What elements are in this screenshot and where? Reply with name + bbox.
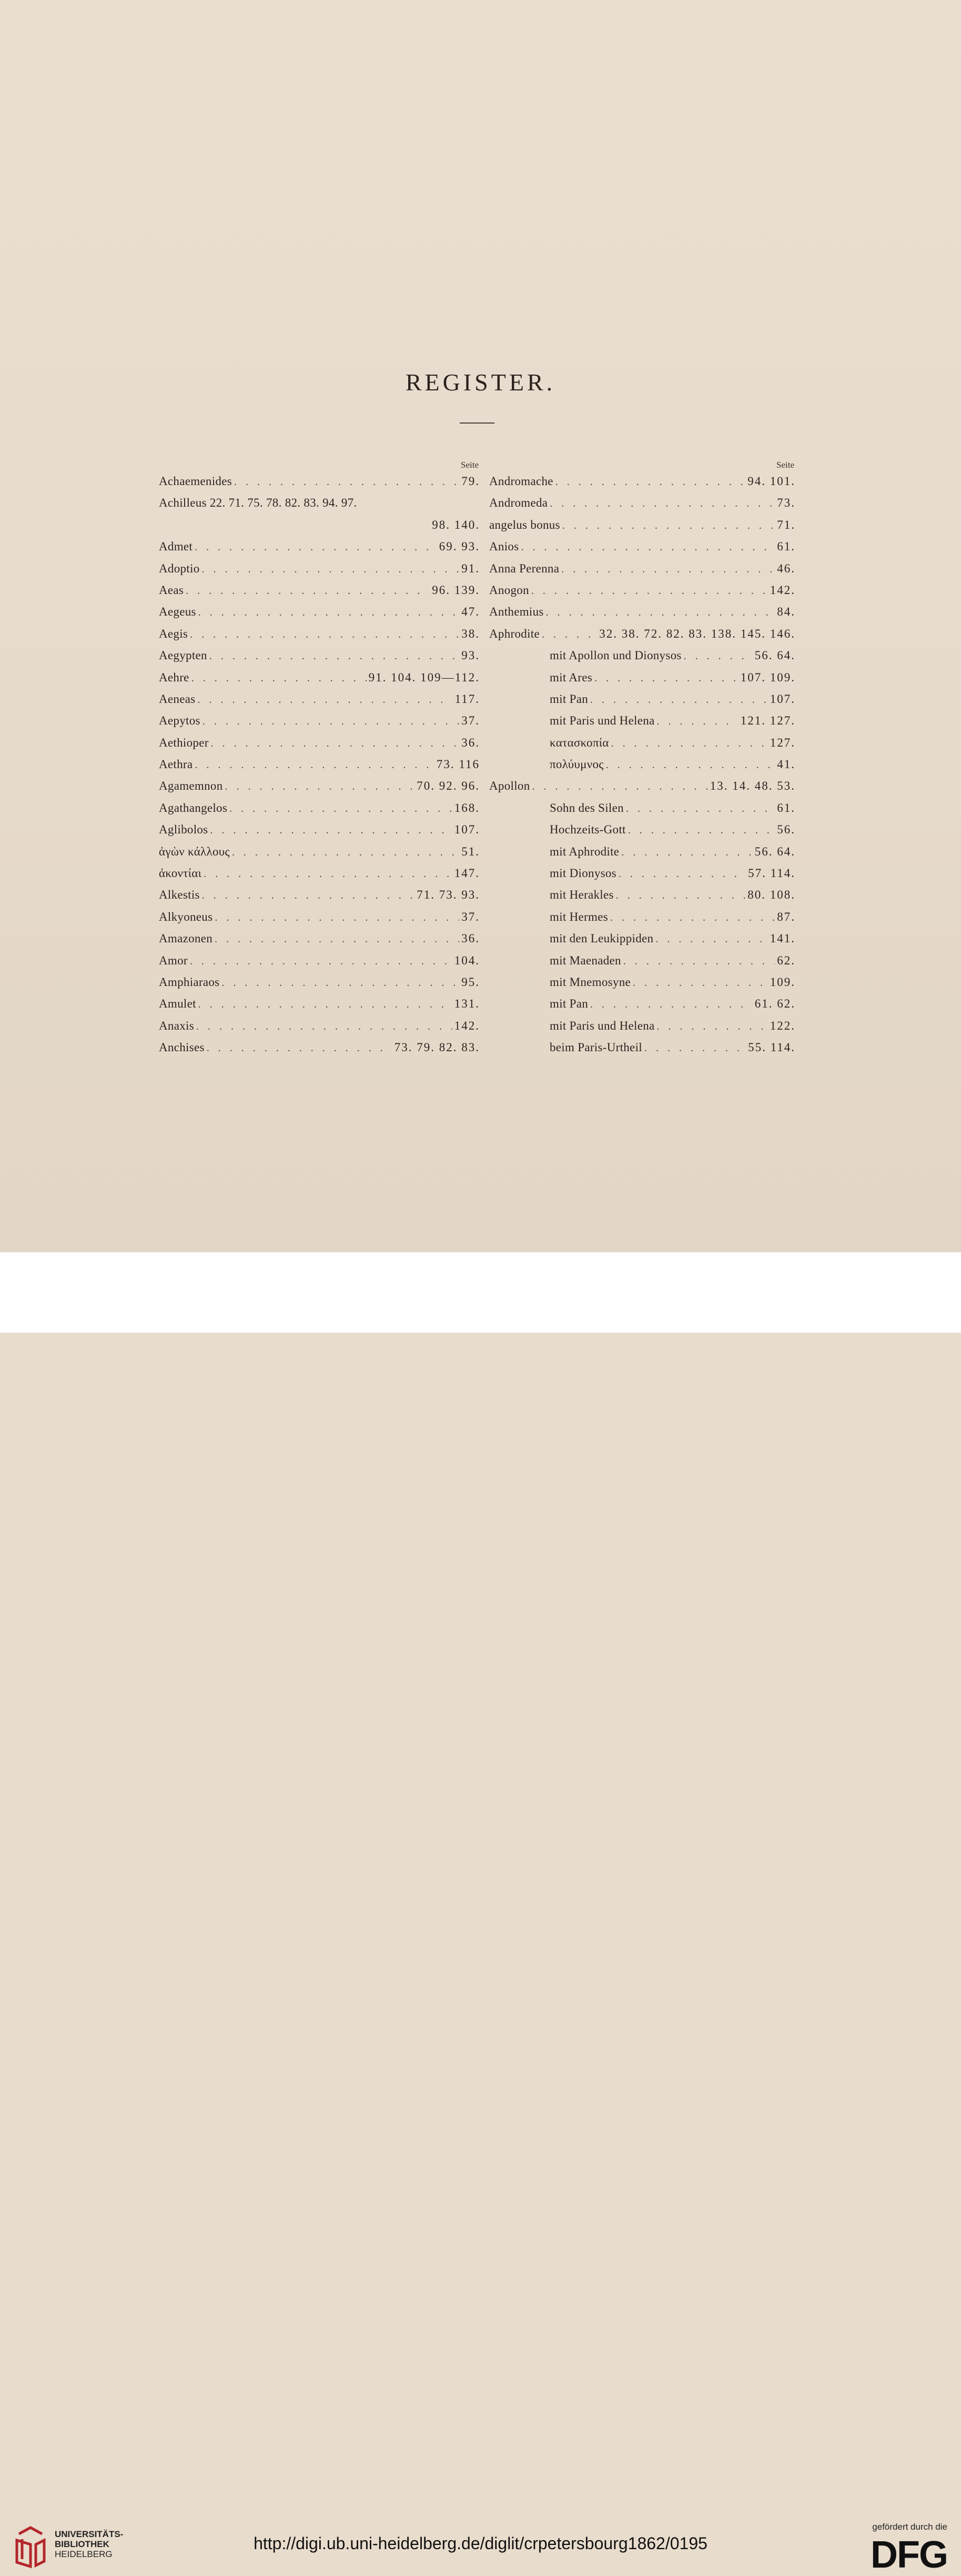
index-column-left xyxy=(159,460,480,1059)
index-entry xyxy=(159,579,480,601)
dot-leader xyxy=(196,1016,452,1038)
dot-leader xyxy=(210,820,452,841)
entry-pages: 51. xyxy=(461,844,480,858)
index-entry xyxy=(489,492,795,514)
entry-label: Admet xyxy=(159,540,193,554)
index-entry xyxy=(489,884,795,905)
index-entry xyxy=(489,1037,795,1058)
dot-leader xyxy=(221,972,459,994)
dot-leader xyxy=(203,711,459,732)
dot-leader xyxy=(202,885,414,907)
dot-leader xyxy=(590,689,768,711)
dot-leader xyxy=(606,754,775,776)
entry-label: Aegypten xyxy=(159,649,207,662)
entry-pages: 37. xyxy=(461,910,480,923)
column-header: Seite xyxy=(776,460,794,470)
entry-pages: 91. xyxy=(461,561,480,575)
entry-label: Anthemius xyxy=(489,605,544,619)
entry-pages: 69. 93. xyxy=(439,540,480,554)
index-entry xyxy=(159,1015,480,1037)
entry-label: Amulet xyxy=(159,997,196,1011)
entry-pages: 38. xyxy=(461,627,480,640)
entry-pages: 107. 109. xyxy=(740,670,795,684)
entry-label: Achaemenides xyxy=(159,475,232,488)
index-entry xyxy=(489,732,795,753)
dot-leader xyxy=(211,733,460,754)
index-entry xyxy=(489,928,795,949)
index-entry xyxy=(489,601,795,622)
entry-label: Aethioper xyxy=(159,736,209,749)
entry-label: mit Hermes xyxy=(550,910,608,923)
index-entry xyxy=(489,775,795,797)
index-entry xyxy=(489,710,795,731)
index-entry xyxy=(159,470,480,492)
entry-label: mit Dionysos xyxy=(550,867,616,880)
entry-label: Adoptio xyxy=(159,561,200,575)
footer-bar xyxy=(0,1252,961,2576)
index-entry xyxy=(489,1015,795,1037)
entry-label: κατασκοπία xyxy=(550,736,609,749)
dot-leader xyxy=(542,624,597,646)
index-entry xyxy=(159,819,480,840)
dot-leader xyxy=(621,842,752,863)
index-entry xyxy=(489,841,795,862)
entry-label: Aglibolos xyxy=(159,823,208,837)
dot-leader xyxy=(198,994,452,1015)
entry-label: Amor xyxy=(159,953,188,967)
entry-pages: 73. 116 xyxy=(436,758,480,771)
permalink-url[interactable]: http://digi.ub.uni-heidelberg.de/diglit/crpetersbourg1862/0195 xyxy=(254,2534,707,2553)
entry-pages: 36. xyxy=(461,736,480,749)
index-entry xyxy=(159,753,480,775)
entry-label: Aepytos xyxy=(159,714,200,728)
index-entry xyxy=(159,492,480,514)
index-entry xyxy=(489,579,795,601)
entry-pages: 109. xyxy=(770,975,795,989)
entry-pages: 61. xyxy=(777,540,795,554)
entry-label: Alkyoneus xyxy=(159,910,213,923)
entry-pages: 107. xyxy=(770,692,795,706)
dot-leader xyxy=(546,602,775,623)
index-entry xyxy=(489,514,795,536)
entry-label: mit Apollon und Dionysos xyxy=(550,649,682,662)
index-entry xyxy=(159,906,480,928)
entry-pages: 168. xyxy=(454,801,480,814)
dot-leader xyxy=(190,951,452,972)
entry-pages: 56. 64. xyxy=(754,649,795,662)
entry-label: Agathangelos xyxy=(159,801,228,814)
entry-label: Anna Perenna xyxy=(489,561,560,575)
index-entry xyxy=(489,950,795,971)
dot-leader xyxy=(198,689,453,711)
entry-pages: 142. xyxy=(770,583,795,597)
index-entry xyxy=(159,950,480,971)
entry-pages: 142. xyxy=(454,1019,480,1032)
entry-pages: 57. 114. xyxy=(748,867,795,880)
entry-label: mit Herakles xyxy=(550,888,614,902)
entry-label: angelus bonus xyxy=(489,518,560,531)
column-header: Seite xyxy=(461,460,479,470)
entry-pages: 94. 101. xyxy=(747,475,795,488)
index-entry xyxy=(159,732,480,753)
entry-label: Anaxis xyxy=(159,1019,194,1032)
entry-label: Aegis xyxy=(159,627,188,640)
entry-label: Agamemnon xyxy=(159,779,223,793)
dot-leader xyxy=(215,907,459,929)
index-entry xyxy=(159,601,480,622)
dot-leader xyxy=(198,602,459,623)
index-entry xyxy=(489,645,795,666)
index-entry xyxy=(489,971,795,993)
entry-pages: 13. 14. 48. 53. xyxy=(710,779,795,793)
dot-leader xyxy=(215,929,459,950)
index-entry xyxy=(159,710,480,731)
entry-label: Andromache xyxy=(489,475,553,488)
entry-label: mit Pan xyxy=(550,692,589,706)
dot-leader xyxy=(655,929,767,950)
index-entry xyxy=(159,862,480,884)
library-name-line: BIBLIOTHEK xyxy=(55,2539,109,2549)
dot-leader xyxy=(234,471,459,493)
entry-label: mit Ares xyxy=(550,670,592,684)
dot-leader xyxy=(532,776,708,798)
index-entry xyxy=(159,884,480,905)
entry-label: Apollon xyxy=(489,779,530,793)
dot-leader xyxy=(232,842,459,863)
index-entry xyxy=(159,688,480,710)
dot-leader xyxy=(619,863,746,885)
entry-pages: 104. xyxy=(454,953,480,967)
dot-leader xyxy=(594,668,739,689)
index-entry xyxy=(159,928,480,949)
entry-pages: 32. 38. 72. 82. 83. 138. 145. 146. xyxy=(599,627,795,640)
entry-label: Anchises xyxy=(159,1041,205,1054)
index-entry xyxy=(159,623,480,645)
dot-leader xyxy=(191,668,367,689)
dot-leader xyxy=(610,907,775,929)
entry-pages: 71. 73. 93. xyxy=(417,888,480,902)
dot-leader xyxy=(195,754,434,776)
entry-pages: 107. xyxy=(454,823,480,837)
entry-label: Aeneas xyxy=(159,692,196,706)
index-entry xyxy=(159,841,480,862)
entry-label: mit Paris und Helena xyxy=(550,1019,655,1032)
entry-pages: 91. 104. 109—112. xyxy=(368,670,480,684)
index-entry xyxy=(489,753,795,775)
index-entry xyxy=(159,558,480,579)
dot-leader xyxy=(531,580,768,602)
entry-pages: 73. 79. 82. 83. xyxy=(394,1041,480,1054)
entry-pages: 36. xyxy=(461,932,480,945)
entry-label: Aeas xyxy=(159,583,184,597)
index-entry xyxy=(159,971,480,993)
entry-label: πολύυμνος xyxy=(550,758,604,771)
entry-pages: 80. 108. xyxy=(747,888,795,902)
dot-leader xyxy=(561,559,775,580)
entry-pages: 73. xyxy=(777,496,795,510)
library-name-line: HEIDELBERG xyxy=(55,2549,113,2559)
dot-leader xyxy=(550,493,775,515)
scanned-page xyxy=(0,0,961,1252)
entry-label: Achilleus 22. 71. 75. 78. 82. 83. 94. 97. xyxy=(159,496,357,510)
library-name-line: UNIVERSITÄTS- xyxy=(55,2529,124,2539)
entry-label: mit den Leukippiden xyxy=(550,932,654,945)
entry-label: mit Pan xyxy=(550,997,589,1011)
entry-pages: 47. xyxy=(461,605,480,619)
index-entry xyxy=(489,623,795,645)
entry-label: ἀγὼν κάλλους xyxy=(159,844,230,858)
entry-pages: 96. 139. xyxy=(432,583,480,597)
dot-leader xyxy=(562,515,775,537)
index-entry xyxy=(489,667,795,688)
page-title: REGISTER. xyxy=(405,369,556,396)
entry-label: mit Maenaden xyxy=(550,953,621,967)
entry-pages: 95. xyxy=(461,975,480,989)
entry-pages: 84. xyxy=(777,605,795,619)
dot-leader xyxy=(225,776,415,798)
index-entry xyxy=(159,775,480,797)
index-entry xyxy=(159,993,480,1014)
index-entry xyxy=(489,470,795,492)
entry-label: Andromeda xyxy=(489,496,548,510)
dot-leader xyxy=(204,863,452,885)
index-entry xyxy=(159,1037,480,1058)
entry-label: Anios xyxy=(489,540,519,554)
dot-leader xyxy=(186,580,430,602)
dot-leader xyxy=(207,1038,392,1059)
dot-leader xyxy=(684,646,753,667)
dot-leader xyxy=(616,885,745,907)
entry-label: Aehre xyxy=(159,670,189,684)
dot-leader xyxy=(521,537,775,558)
entry-pages: 41. xyxy=(777,758,795,771)
entry-pages: 93. xyxy=(461,649,480,662)
dot-leader xyxy=(555,471,745,493)
entry-label: Aethra xyxy=(159,758,193,771)
entry-label: Sohn des Silen xyxy=(550,801,624,814)
dot-leader xyxy=(623,951,775,972)
index-entry xyxy=(159,536,480,557)
entry-pages: 87. xyxy=(777,910,795,923)
entry-label: Amphiaraos xyxy=(159,975,220,989)
entry-pages: 55. 114. xyxy=(748,1041,795,1054)
dot-leader xyxy=(628,820,775,841)
entry-label: Alkestis xyxy=(159,888,200,902)
dot-leader xyxy=(644,1038,746,1059)
entry-label: Aphrodite xyxy=(489,627,540,640)
entry-label: beim Paris-Urtheil xyxy=(550,1041,642,1054)
dot-leader xyxy=(590,994,753,1015)
index-entry xyxy=(489,797,795,819)
entry-pages: 131. xyxy=(454,997,480,1011)
entry-pages: 61. 62. xyxy=(754,997,795,1011)
index-column-right xyxy=(489,460,795,1059)
dot-leader xyxy=(190,624,459,646)
entry-pages: 79. xyxy=(461,475,480,488)
entry-pages: 121. 127. xyxy=(740,714,795,728)
index-entry xyxy=(489,688,795,710)
dot-leader xyxy=(209,646,459,667)
entry-pages: 70. 92. 96. xyxy=(417,779,480,793)
index-entry xyxy=(159,797,480,819)
entry-label: Anogon xyxy=(489,583,529,597)
dot-leader xyxy=(195,537,437,558)
entry-label: ἀκοντίαι xyxy=(159,867,202,880)
entry-pages: 56. xyxy=(777,823,795,837)
entry-label: mit Aphrodite xyxy=(550,844,620,858)
dfg-logo: DFG xyxy=(871,2534,947,2576)
entry-pages: 46. xyxy=(777,561,795,575)
entry-pages: 71. xyxy=(777,518,795,531)
index-entry xyxy=(489,536,795,557)
entry-pages: 147. xyxy=(454,867,480,880)
entry-pages: 141. xyxy=(770,932,795,945)
entry-pages: 37. xyxy=(461,714,480,728)
entry-pages: 122. xyxy=(770,1019,795,1032)
entry-pages: 117. xyxy=(454,692,480,706)
entry-label: mit Paris und Helena xyxy=(550,714,655,728)
index-entry xyxy=(159,514,480,536)
entry-pages: 98. 140. xyxy=(432,518,480,531)
dot-leader xyxy=(229,798,452,820)
title-rule xyxy=(460,422,494,424)
index-entry xyxy=(159,667,480,688)
entry-label: Aegeus xyxy=(159,605,196,619)
dot-leader xyxy=(633,972,768,994)
sponsor-label: gefördert durch die xyxy=(872,2522,947,2532)
index-entry xyxy=(159,645,480,666)
entry-pages: 56. 64. xyxy=(754,844,795,858)
entry-label: Amazonen xyxy=(159,932,213,945)
entry-pages: 61. xyxy=(777,801,795,814)
index-entry xyxy=(489,819,795,840)
dot-leader xyxy=(626,798,775,820)
entry-label: mit Mnemosyne xyxy=(550,975,631,989)
index-entry xyxy=(489,906,795,928)
dot-leader xyxy=(657,711,739,732)
dot-leader xyxy=(611,733,768,754)
index-entry xyxy=(489,862,795,884)
dot-leader xyxy=(657,1016,768,1038)
index-entry xyxy=(489,558,795,579)
entry-pages: 62. xyxy=(777,953,795,967)
dot-leader xyxy=(202,559,460,580)
entry-pages: 127. xyxy=(770,736,795,749)
index-entry xyxy=(489,993,795,1014)
entry-label: Hochzeits-Gott xyxy=(550,823,626,837)
